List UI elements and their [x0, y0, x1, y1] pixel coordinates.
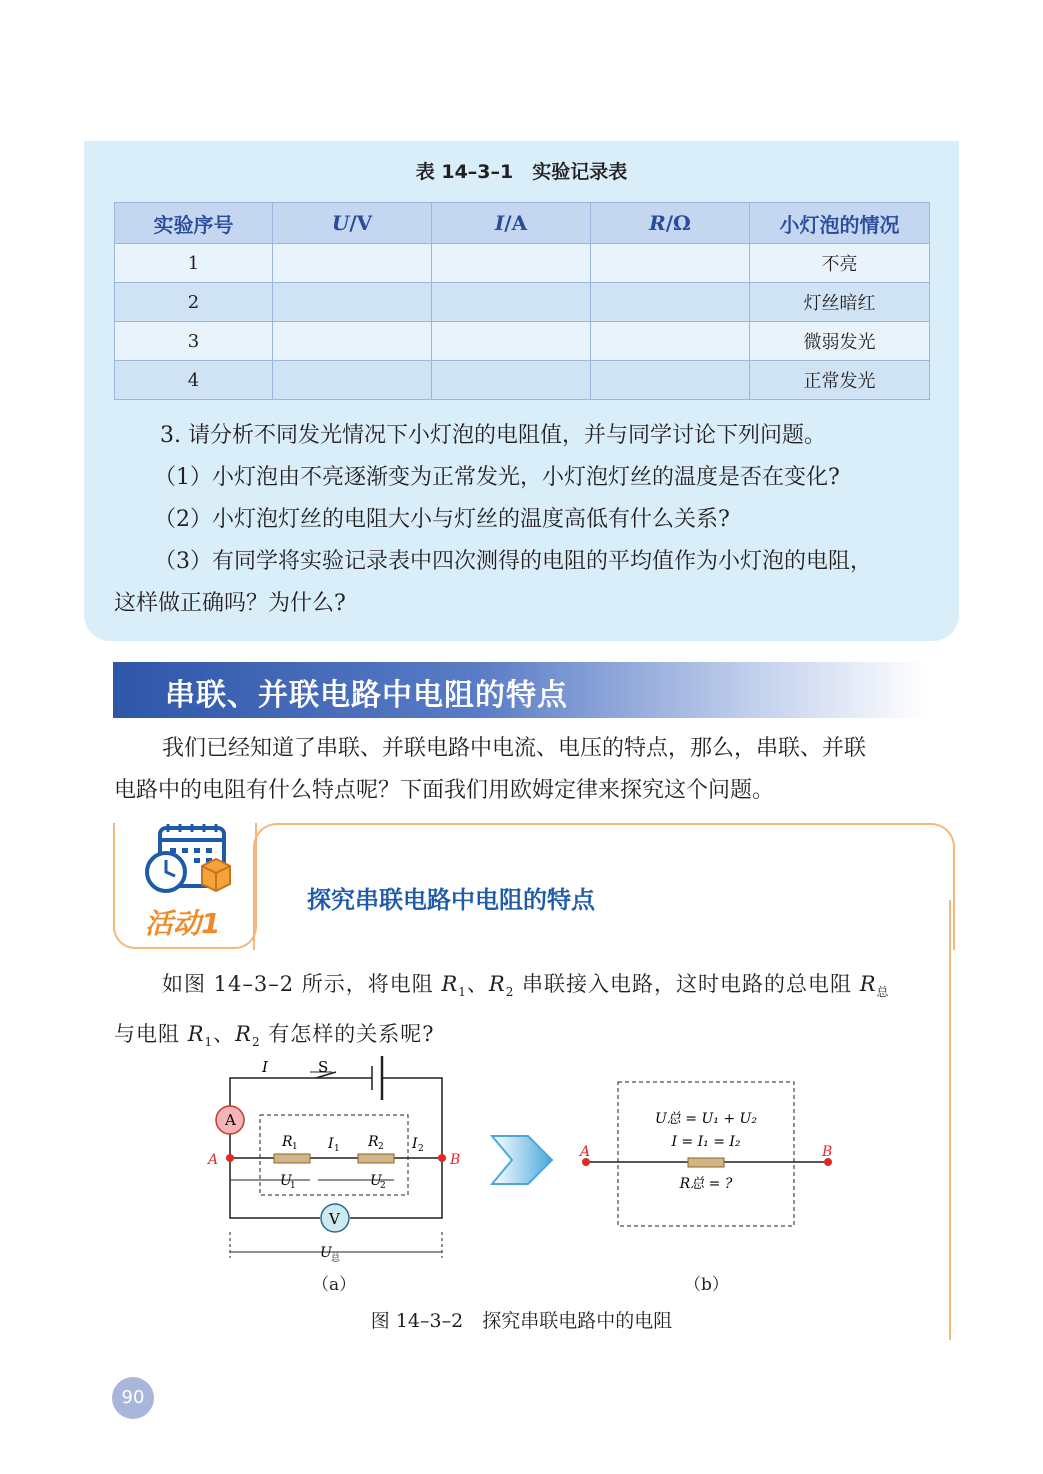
- node-b: [438, 1154, 446, 1162]
- cell-index: 2: [115, 283, 273, 322]
- figure-caption: 图 14–3–2 探究串联电路中的电阻: [370, 1310, 673, 1332]
- svg-text:1: 1: [292, 1142, 298, 1152]
- cell-state: 微弱发光: [750, 322, 930, 361]
- table-title: 表 14–3–1 实验记录表: [415, 161, 628, 183]
- label-node-b: B: [822, 1144, 833, 1160]
- equivalent-circuit-b: [572, 1078, 842, 1233]
- intro-line-1: 我们已经知道了串联、并联电路中电流、电压的特点，那么，串联、并联: [162, 736, 867, 761]
- resistor-r2: [358, 1154, 394, 1163]
- label-s: S: [318, 1058, 329, 1076]
- equation-current: I = I₁ = I₂: [671, 1134, 741, 1150]
- label-i2: I: [412, 1136, 418, 1152]
- section-title: 串联、并联电路中电阻的特点: [165, 678, 568, 713]
- caption-a: （a）: [312, 1275, 357, 1295]
- arrow-right-icon: [488, 1132, 556, 1188]
- svg-text:2: 2: [418, 1144, 424, 1154]
- resistor-total: [688, 1158, 724, 1167]
- label-node-a: A: [580, 1144, 591, 1160]
- label-i: I: [262, 1058, 268, 1076]
- resistor-r1: [274, 1154, 310, 1163]
- header-voltage: U/V: [273, 203, 432, 244]
- cell-state: 不亮: [750, 244, 930, 283]
- svg-text:2: 2: [380, 1181, 386, 1191]
- intro-line-2: 电路中的电阻有什么特点呢？下面我们用欧姆定律来探究这个问题。: [114, 778, 775, 803]
- cell-state: 灯丝暗红: [750, 283, 930, 322]
- label-node-a: A: [208, 1152, 219, 1168]
- header-resistance: R/Ω: [591, 203, 750, 244]
- label-r2: R: [368, 1134, 379, 1150]
- cell-state: 正常发光: [750, 361, 930, 400]
- svg-text:1: 1: [334, 1144, 340, 1154]
- equation-voltage: U总 = U₁ + U₂: [655, 1111, 757, 1127]
- cell-index: 4: [115, 361, 273, 400]
- svg-text:总: 总: [331, 1254, 341, 1264]
- table-row: [115, 361, 930, 400]
- activity-border-line: [949, 900, 951, 1340]
- label-u-total: U: [320, 1245, 332, 1261]
- question-3-1: （1）小灯泡由不亮逐渐变为正常发光，小灯泡灯丝的温度是否在变化?: [154, 465, 840, 490]
- activity-title: 探究串联电路中电阻的特点: [307, 886, 595, 914]
- table-row: [115, 244, 930, 283]
- header-current: I/A: [432, 203, 591, 244]
- table-row: [115, 283, 930, 322]
- questions: [114, 415, 934, 625]
- question-3-3-cont: 这样做正确吗？为什么?: [114, 591, 346, 616]
- intro-paragraph: [114, 728, 934, 812]
- table-row: [115, 322, 930, 361]
- question-3-3: （3）有同学将实验记录表中四次测得的电阻的平均值作为小灯泡的电阻，: [154, 549, 872, 574]
- circuit-diagram-a: [200, 1050, 480, 1265]
- question-3: 3. 请分析不同发光情况下小灯泡的电阻值，并与同学讨论下列问题。: [160, 423, 826, 448]
- caption-b: （b）: [684, 1275, 729, 1295]
- header-bulb-state: 小灯泡的情况: [750, 203, 930, 244]
- question-3-2: （2）小灯泡灯丝的电阻大小与灯丝的温度高低有什么关系?: [154, 507, 730, 532]
- svg-text:2: 2: [378, 1142, 384, 1152]
- header-index: 实验序号: [115, 203, 273, 244]
- cell-index: 1: [115, 244, 273, 283]
- cell-index: 3: [115, 322, 273, 361]
- svg-text:1: 1: [290, 1181, 296, 1191]
- section-heading: [113, 662, 928, 718]
- label-voltmeter: V: [329, 1210, 340, 1228]
- calendar-clock-icon: [140, 824, 232, 900]
- node-a: [226, 1154, 234, 1162]
- label-i1: I: [328, 1136, 334, 1152]
- activity-label: 活动1: [145, 907, 221, 940]
- label-ammeter: A: [225, 1111, 236, 1129]
- table-header-row: [115, 203, 930, 244]
- activity-paragraph: 如图 14–3–2 所示，将电阻 $R_1$、$R_2$ 串联接入电路，这时电路的总电阻 $R_总$ 与电阻 $R_1$、$R_2$ 有怎样的关系呢?: [114, 972, 890, 1050]
- page-number: 90: [112, 1377, 154, 1419]
- label-node-b: B: [450, 1152, 461, 1168]
- label-u2: U: [370, 1173, 382, 1189]
- label-r1: R: [282, 1134, 293, 1150]
- label-u1: U: [280, 1173, 292, 1189]
- equation-resistance: R总 = ?: [679, 1176, 733, 1192]
- experiment-record-table: [114, 202, 930, 400]
